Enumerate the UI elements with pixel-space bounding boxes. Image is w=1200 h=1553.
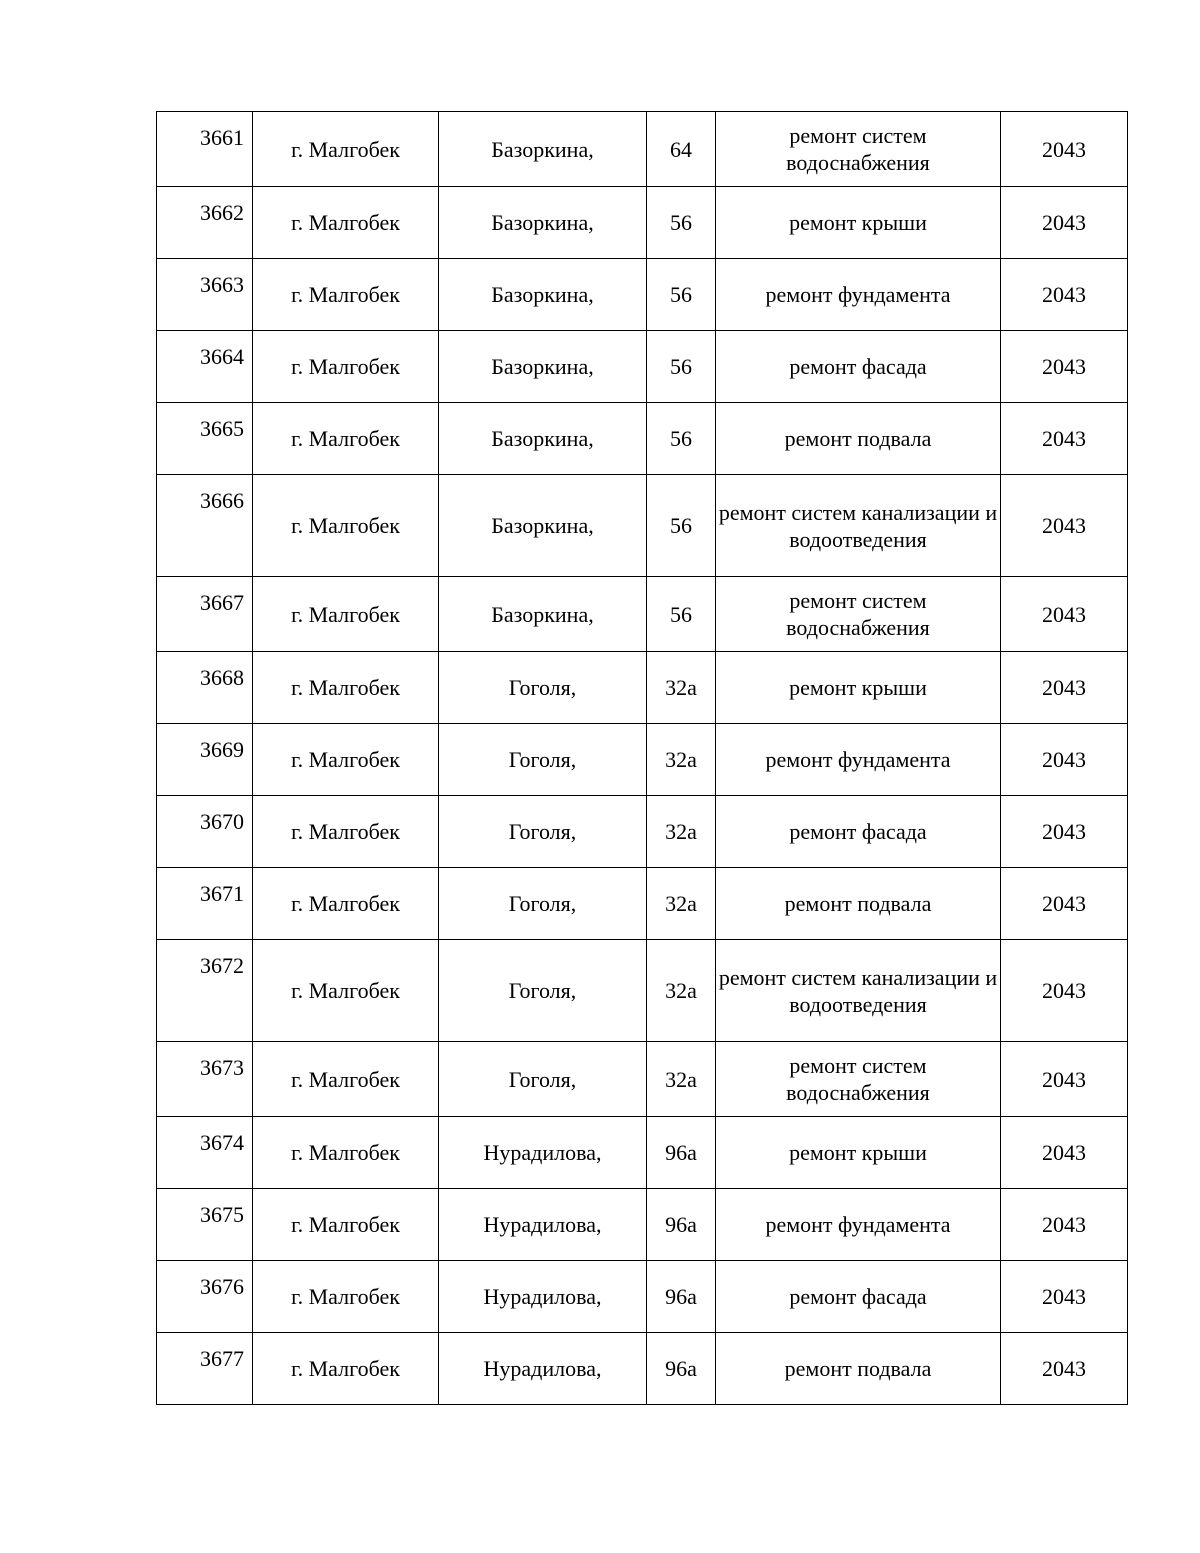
table-row bbox=[157, 577, 1128, 652]
work-type-cell: ремонт подвала bbox=[716, 1333, 1001, 1405]
house-number-cell: 32а bbox=[647, 796, 716, 868]
year-cell: 2043 bbox=[1001, 187, 1128, 259]
street-cell: Гоголя, bbox=[439, 724, 647, 796]
city-cell: г. Малгобек bbox=[253, 868, 439, 940]
house-number-cell: 56 bbox=[647, 403, 716, 475]
city-cell: г. Малгобек bbox=[253, 1189, 439, 1261]
city-cell: г. Малгобек bbox=[253, 724, 439, 796]
row-number: 3675 bbox=[157, 1189, 253, 1261]
street-cell: Гоголя, bbox=[439, 796, 647, 868]
year-cell: 2043 bbox=[1001, 940, 1128, 1042]
table-row bbox=[157, 1333, 1128, 1405]
year-cell: 2043 bbox=[1001, 1117, 1128, 1189]
street-cell: Нурадилова, bbox=[439, 1333, 647, 1405]
work-type-cell: ремонт систем канализации и водоотведения bbox=[716, 940, 1001, 1042]
table-row bbox=[157, 940, 1128, 1042]
year-cell: 2043 bbox=[1001, 652, 1128, 724]
row-number: 3664 bbox=[157, 331, 253, 403]
work-type-cell: ремонт систем водоснабжения bbox=[716, 112, 1001, 187]
work-type-cell: ремонт фасада bbox=[716, 1261, 1001, 1333]
house-number-cell: 96а bbox=[647, 1333, 716, 1405]
row-number: 3663 bbox=[157, 259, 253, 331]
row-number: 3662 bbox=[157, 187, 253, 259]
row-number: 3666 bbox=[157, 475, 253, 577]
year-cell: 2043 bbox=[1001, 1042, 1128, 1117]
row-number: 3671 bbox=[157, 868, 253, 940]
street-cell: Нурадилова, bbox=[439, 1261, 647, 1333]
year-cell: 2043 bbox=[1001, 1333, 1128, 1405]
city-cell: г. Малгобек bbox=[253, 259, 439, 331]
table-row bbox=[157, 403, 1128, 475]
repair-schedule-table bbox=[156, 111, 1128, 1405]
table-row bbox=[157, 796, 1128, 868]
street-cell: Базоркина, bbox=[439, 403, 647, 475]
table-row bbox=[157, 259, 1128, 331]
work-type-cell: ремонт фасада bbox=[716, 796, 1001, 868]
city-cell: г. Малгобек bbox=[253, 1042, 439, 1117]
year-cell: 2043 bbox=[1001, 796, 1128, 868]
house-number-cell: 56 bbox=[647, 259, 716, 331]
row-number: 3665 bbox=[157, 403, 253, 475]
street-cell: Базоркина, bbox=[439, 187, 647, 259]
city-cell: г. Малгобек bbox=[253, 1261, 439, 1333]
row-number: 3674 bbox=[157, 1117, 253, 1189]
table-row bbox=[157, 868, 1128, 940]
house-number-cell: 32а bbox=[647, 1042, 716, 1117]
row-number: 3676 bbox=[157, 1261, 253, 1333]
house-number-cell: 96а bbox=[647, 1261, 716, 1333]
street-cell: Гоголя, bbox=[439, 940, 647, 1042]
house-number-cell: 32а bbox=[647, 724, 716, 796]
city-cell: г. Малгобек bbox=[253, 403, 439, 475]
street-cell: Гоголя, bbox=[439, 868, 647, 940]
year-cell: 2043 bbox=[1001, 724, 1128, 796]
year-cell: 2043 bbox=[1001, 1261, 1128, 1333]
street-cell: Нурадилова, bbox=[439, 1117, 647, 1189]
street-cell: Базоркина, bbox=[439, 577, 647, 652]
city-cell: г. Малгобек bbox=[253, 475, 439, 577]
work-type-cell: ремонт систем канализации и водоотведения bbox=[716, 475, 1001, 577]
row-number: 3677 bbox=[157, 1333, 253, 1405]
table-row bbox=[157, 1042, 1128, 1117]
work-type-cell: ремонт крыши bbox=[716, 652, 1001, 724]
city-cell: г. Малгобек bbox=[253, 652, 439, 724]
year-cell: 2043 bbox=[1001, 259, 1128, 331]
house-number-cell: 56 bbox=[647, 577, 716, 652]
house-number-cell: 64 bbox=[647, 112, 716, 187]
table-row bbox=[157, 1117, 1128, 1189]
city-cell: г. Малгобек bbox=[253, 1333, 439, 1405]
house-number-cell: 32а bbox=[647, 940, 716, 1042]
street-cell: Гоголя, bbox=[439, 1042, 647, 1117]
city-cell: г. Малгобек bbox=[253, 112, 439, 187]
street-cell: Базоркина, bbox=[439, 112, 647, 187]
work-type-cell: ремонт фасада bbox=[716, 331, 1001, 403]
work-type-cell: ремонт крыши bbox=[716, 1117, 1001, 1189]
table-row bbox=[157, 331, 1128, 403]
city-cell: г. Малгобек bbox=[253, 187, 439, 259]
work-type-cell: ремонт фундамента bbox=[716, 259, 1001, 331]
row-number: 3673 bbox=[157, 1042, 253, 1117]
work-type-cell: ремонт подвала bbox=[716, 868, 1001, 940]
work-type-cell: ремонт крыши bbox=[716, 187, 1001, 259]
row-number: 3670 bbox=[157, 796, 253, 868]
work-type-cell: ремонт систем водоснабжения bbox=[716, 577, 1001, 652]
year-cell: 2043 bbox=[1001, 112, 1128, 187]
house-number-cell: 56 bbox=[647, 187, 716, 259]
row-number: 3672 bbox=[157, 940, 253, 1042]
city-cell: г. Малгобек bbox=[253, 1117, 439, 1189]
row-number: 3669 bbox=[157, 724, 253, 796]
street-cell: Базоркина, bbox=[439, 475, 647, 577]
row-number: 3661 bbox=[157, 112, 253, 187]
work-type-cell: ремонт систем водоснабжения bbox=[716, 1042, 1001, 1117]
table-row bbox=[157, 724, 1128, 796]
street-cell: Нурадилова, bbox=[439, 1189, 647, 1261]
work-type-cell: ремонт фундамента bbox=[716, 724, 1001, 796]
year-cell: 2043 bbox=[1001, 475, 1128, 577]
street-cell: Гоголя, bbox=[439, 652, 647, 724]
table-row bbox=[157, 1189, 1128, 1261]
city-cell: г. Малгобек bbox=[253, 577, 439, 652]
street-cell: Базоркина, bbox=[439, 331, 647, 403]
house-number-cell: 56 bbox=[647, 475, 716, 577]
row-number: 3667 bbox=[157, 577, 253, 652]
house-number-cell: 32а bbox=[647, 652, 716, 724]
year-cell: 2043 bbox=[1001, 868, 1128, 940]
year-cell: 2043 bbox=[1001, 331, 1128, 403]
work-type-cell: ремонт подвала bbox=[716, 403, 1001, 475]
table-row bbox=[157, 475, 1128, 577]
table-row bbox=[157, 187, 1128, 259]
table-body bbox=[157, 112, 1128, 1405]
house-number-cell: 56 bbox=[647, 331, 716, 403]
city-cell: г. Малгобек bbox=[253, 940, 439, 1042]
table-row bbox=[157, 112, 1128, 187]
row-number: 3668 bbox=[157, 652, 253, 724]
work-type-cell: ремонт фундамента bbox=[716, 1189, 1001, 1261]
year-cell: 2043 bbox=[1001, 403, 1128, 475]
city-cell: г. Малгобек bbox=[253, 331, 439, 403]
table-row bbox=[157, 1261, 1128, 1333]
street-cell: Базоркина, bbox=[439, 259, 647, 331]
house-number-cell: 96а bbox=[647, 1189, 716, 1261]
year-cell: 2043 bbox=[1001, 577, 1128, 652]
city-cell: г. Малгобек bbox=[253, 796, 439, 868]
year-cell: 2043 bbox=[1001, 1189, 1128, 1261]
house-number-cell: 96а bbox=[647, 1117, 716, 1189]
house-number-cell: 32а bbox=[647, 868, 716, 940]
table-row bbox=[157, 652, 1128, 724]
